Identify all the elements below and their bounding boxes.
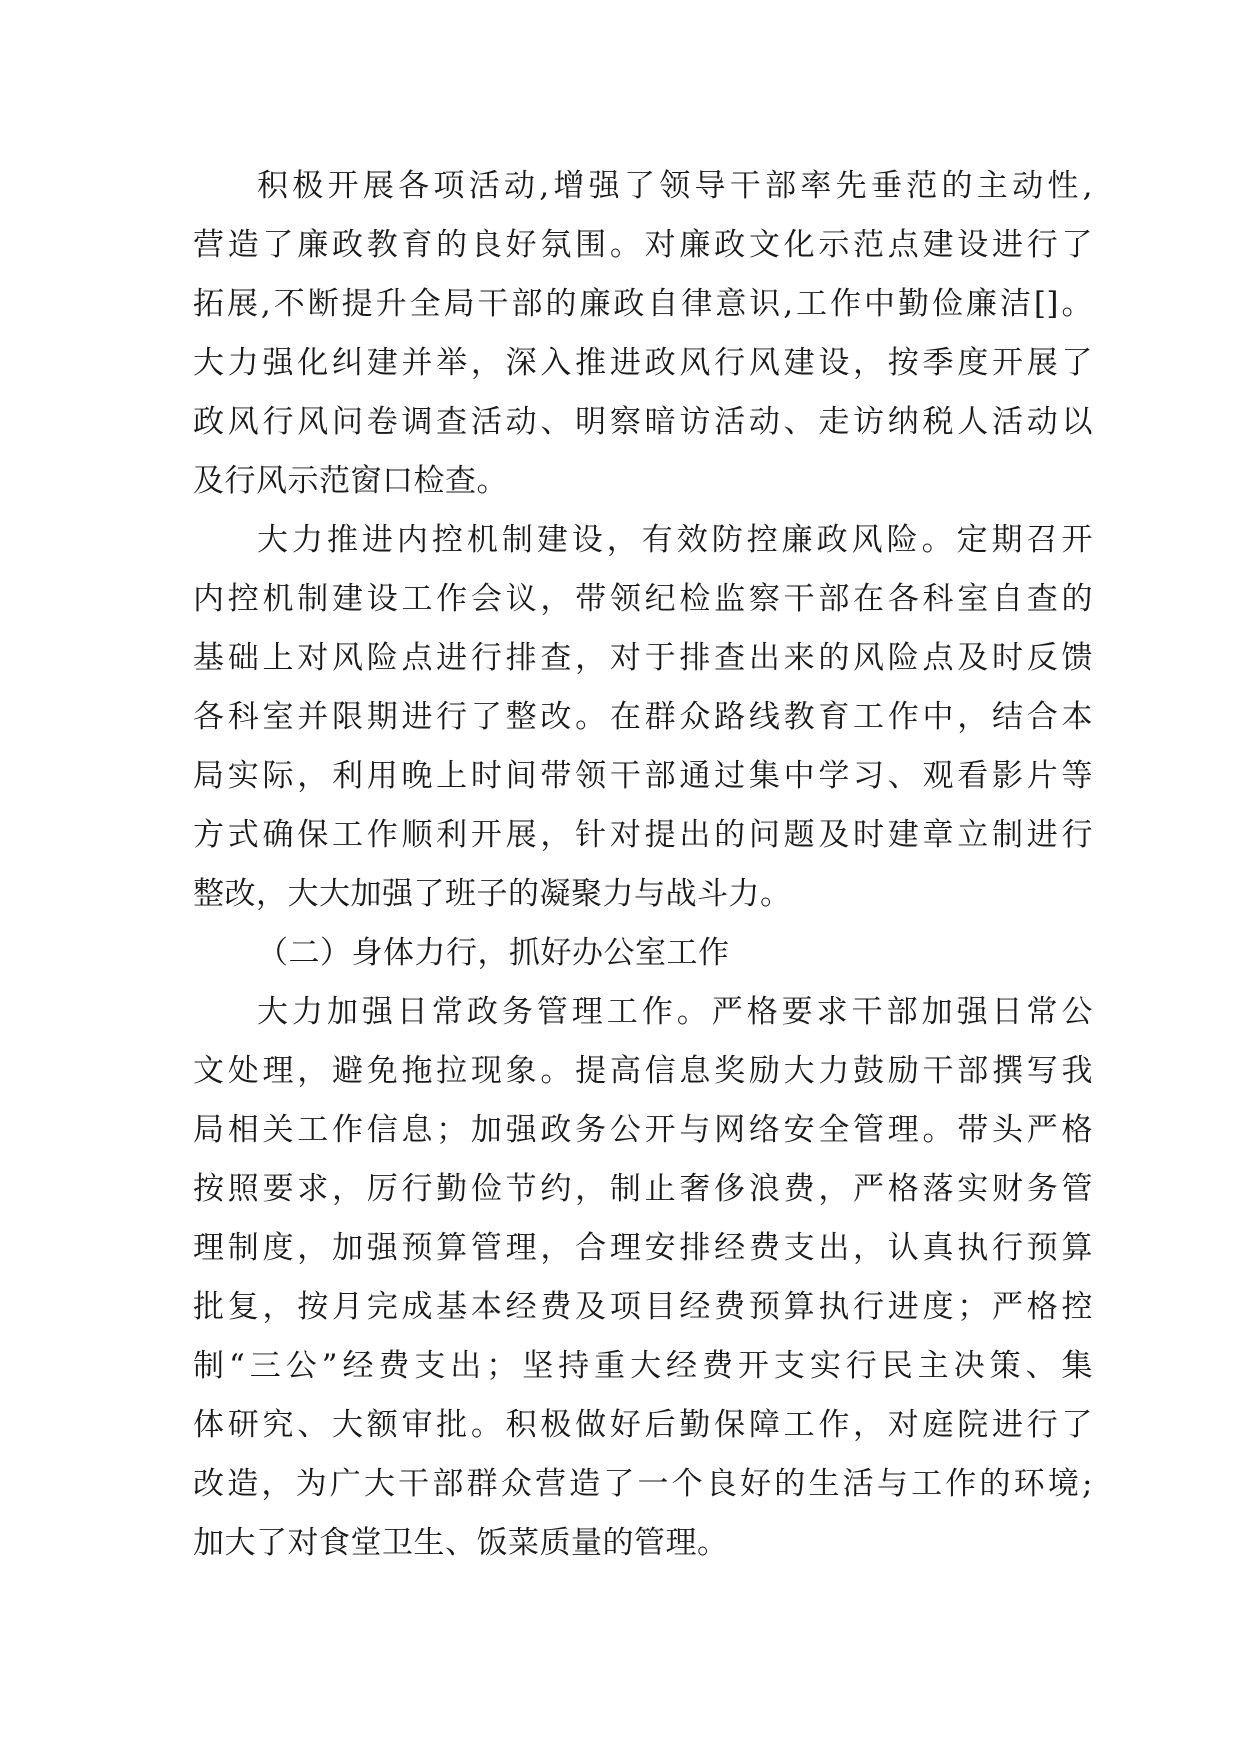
paragraph-1-line-6: 及行风示范窗口检查。	[193, 463, 508, 499]
paragraph-3-line-8: 体研究、大额审批。积极做好后勤保障工作，对庭院进行了	[193, 1407, 1093, 1443]
paragraph-3-line-3: 局相关工作信息；加强政务公开与网络安全管理。带头严格	[193, 1112, 1093, 1148]
paragraph-1-line-5: 政风行风问卷调查活动、明察暗访活动、走访纳税人活动以	[193, 404, 1093, 440]
paragraph-1-line-2: 营造了廉政教育的良好氛围。对廉政文化示范点建设进行了	[193, 227, 1093, 263]
paragraph-1-line-4: 大力强化纠建并举，深入推进政风行风建设，按季度开展了	[193, 345, 1093, 381]
paragraph-3-line-10: 加大了对食堂卫生、饭菜质量的管理。	[193, 1525, 729, 1561]
paragraph-2-line-4: 各科室并限期进行了整改。在群众路线教育工作中，结合本	[193, 699, 1093, 735]
paragraph-3-line-2: 文处理，避免拖拉现象。提高信息奖励大力鼓励干部撰写我	[193, 1053, 1093, 1089]
paragraph-3-line-7: 制“三公”经费支出；坚持重大经费开支实行民主决策、集	[193, 1348, 1093, 1384]
paragraph-2-line-3: 基础上对风险点进行排查，对于排查出来的风险点及时反馈	[193, 640, 1093, 676]
paragraph-2-line-2: 内控机制建设工作会议，带领纪检监察干部在各科室自查的	[193, 581, 1093, 617]
section-heading: （二）身体力行，抓好办公室工作	[257, 935, 730, 971]
paragraph-2-line-6: 方式确保工作顺利开展，针对提出的问题及时建章立制进行	[193, 817, 1093, 853]
paragraph-2-line-1: 大力推进内控机制建设，有效防控廉政风险。定期召开	[257, 522, 1093, 558]
paragraph-2-line-7: 整改，大大加强了班子的凝聚力与战斗力。	[193, 876, 792, 912]
paragraph-3-line-9: 改造，为广大干部群众营造了一个良好的生活与工作的环境;	[193, 1466, 1093, 1502]
paragraph-1-line-3: 拓展,不断提升全局干部的廉政自律意识,工作中勤俭廉洁[]。	[193, 286, 1093, 322]
paragraph-2-line-5: 局实际，利用晚上时间带领干部通过集中学习、观看影片等	[193, 758, 1093, 794]
paragraph-3-line-6: 批复，按月完成基本经费及项目经费预算执行进度；严格控	[193, 1289, 1093, 1325]
paragraph-1-line-1: 积极开展各项活动,增强了领导干部率先垂范的主动性,	[257, 168, 1093, 204]
paragraph-3-line-1: 大力加强日常政务管理工作。严格要求干部加强日常公	[257, 994, 1093, 1030]
document-body	[193, 157, 1093, 1573]
paragraph-3-line-4: 按照要求，厉行勤俭节约，制止奢侈浪费，严格落实财务管	[193, 1171, 1093, 1207]
paragraph-3-line-5: 理制度，加强预算管理，合理安排经费支出，认真执行预算	[193, 1230, 1093, 1266]
